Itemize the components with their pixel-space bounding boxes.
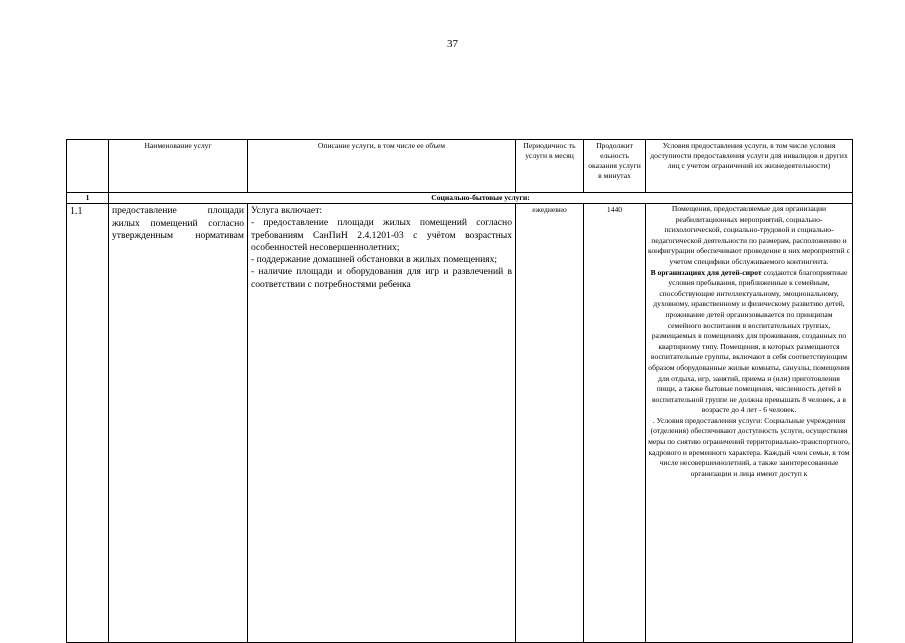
header-description: Описание услуги, в том числе ее объем: [248, 140, 516, 193]
section-row: [67, 193, 853, 204]
section-number: 1: [67, 193, 109, 204]
conditions-paragraph-orphanage: [648, 268, 850, 416]
description-item: - наличие площади и оборудования для игр и развлечений в соответствии с потребностями ребенка: [251, 266, 512, 290]
header-num: [67, 140, 109, 193]
row-number: 1.1: [67, 204, 109, 643]
header-periodicity: Периодичнос ть услуги в месяц: [516, 140, 584, 193]
service-description: [248, 204, 516, 643]
section-title: Социально-бытовые услуги:: [109, 193, 853, 204]
service-duration: 1440: [584, 204, 646, 643]
service-periodicity: ежедневно: [516, 204, 584, 643]
header-duration: Продолжит ельность оказания услуги в минутах: [584, 140, 646, 193]
conditions-bold-lead: В организациях для детей-сирот: [650, 267, 762, 277]
services-table: [66, 139, 853, 643]
page-number: 37: [447, 38, 458, 50]
description-item: - поддержание домашней обстановки в жилых помещениях;: [251, 254, 498, 266]
header-service-name: Наименование услуг: [109, 140, 248, 193]
conditions-paragraph: Помещения, предоставляемые для организации реабилитационных мероприятий, социально-психологической, социально-трудовой и социально-педагогической деятельности по размерам, расположению и конфигурации обеспечивают проведение в них мероприятий с учетом специфики обслуживаемого контингента.: [648, 204, 850, 266]
table-row: [67, 204, 853, 643]
description-intro: Услуга включает:: [251, 205, 323, 216]
description-item: - предоставление площади жилых помещений согласно требованиям СанПиН 2.4.1201-03 с учётом возрастных особенностей несовершеннолетних;: [251, 217, 512, 253]
conditions-paragraph-access: . Условия предоставления услуги: Социальные учреждения (отделения) обеспечивают доступность услуги, осуществляя меры по снятию ограничений территориально-транспортного, кадрового и временного характера. Каждый член семьи, в том числе несовершеннолетний, а также заинтересованные организации и лица имеют доступ к: [648, 415, 850, 478]
table-header-row: [67, 140, 853, 193]
conditions-orphanage-text: создаются благоприятные условия пребывания, приближенные к семейным, способствующие интеллектуальному, эмоциональному, духовному, нравственному и физическому развитию детей, проживание детей организовывается по принципам семейного воспитания в воспитательных группах, размещаемых в помещениях для проживания, созданных по квартирному типу. Помещения, в которых размещаются воспитательные группы, включают в себя соответствующим образом оборудованные жилые комнаты, санузлы, помещения для отдыха, игр, занятий, приема и (или) приготовления пищи, а также бытовые помещения, численность детей в воспитательной группе не должна превышать 8 человек, а в возрасте до 4 лет - 6 человек.: [648, 267, 850, 415]
header-conditions: Условия предоставления услуги, в том числе условия доступности предоставления услуги для инвалидов и других лиц с учетом ограничений их жизнедеятельности): [646, 140, 853, 193]
service-conditions: [646, 204, 853, 643]
service-name: предоставление площади жилых помещений согласно утвержденным нормативам: [109, 204, 248, 643]
